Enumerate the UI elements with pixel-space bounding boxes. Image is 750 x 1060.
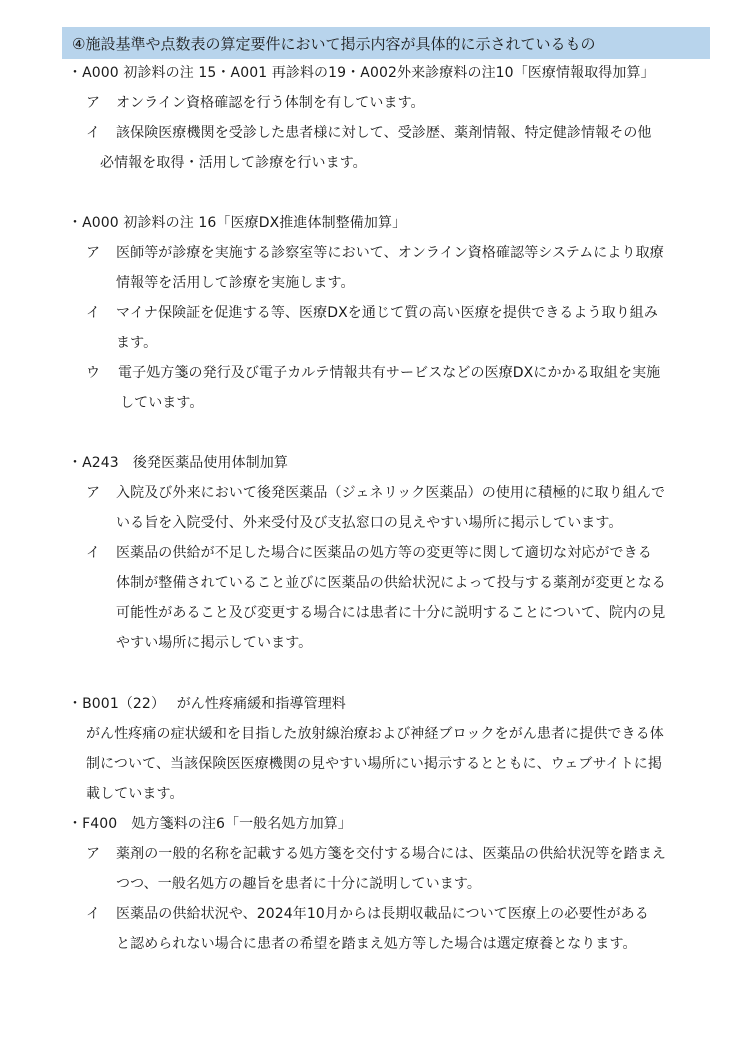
s5-a-mark: ア <box>86 846 100 862</box>
s3-a-mark: ア <box>86 485 100 501</box>
s1-a-line1: オンライン資格確認を行う体制を有しています。 <box>116 95 425 111</box>
s4-para-line3: 載しています。 <box>86 786 184 802</box>
s4-title: ・B001（22） がん性疼痛緩和指導管理料 <box>68 696 346 712</box>
s2-title: ・A000 初診料の注 16「医療DX推進体制整備加算」 <box>68 215 407 231</box>
s3-a-line1: 入院及び外来において後発医薬品（ジェネリック医薬品）の使用に積極的に取り組んで <box>116 485 666 501</box>
s1-i-line1: 該保険医療機関を受診した患者様に対して、受診歴、薬剤情報、特定健診情報その他 <box>116 125 652 141</box>
s3-i-line2: 体制が整備されていること並びに医薬品の供給状況によって投与する薬剤が変更となる <box>116 575 666 591</box>
s3-title: ・A243 後発医薬品使用体制加算 <box>68 455 288 471</box>
s4-para-line1: がん性疼痛の症状緩和を目指した放射線治療および神経ブロックをがん患者に提供できる体 <box>86 726 664 742</box>
section-header-title: ④施設基準や点数表の算定要件において掲示内容が具体的に示されているもの <box>72 35 596 53</box>
s5-title: ・F400 処方箋料の注6「一般名処方加算」 <box>68 816 352 832</box>
s2-a-line1: 医師等が診療を実施する診察室等において、オンライン資格確認等システムにより取療 <box>116 245 664 261</box>
s5-i-line2: と認められない場合に患者の希望を踏まえ処方等した場合は選定療養となります。 <box>116 936 637 952</box>
s1-a-mark: ア <box>86 95 100 111</box>
s2-i-line1: マイナ保険証を促進する等、医療DXを通じて質の高い医療を提供できるよう取り組み <box>116 305 658 321</box>
s1-title: ・A000 初診料の注 15・A001 再診料の19・A002外来診療料の注10「医療情報取得加算」 <box>68 65 655 81</box>
s2-u-line1: 電子処方箋の発行及び電子カルテ情報共有サービスなどの医療DXにかかる取組を実施 <box>118 365 661 381</box>
s5-a-line2: つつ、一般名処方の趣旨を患者に十分に説明しています。 <box>116 876 481 892</box>
s4-para-line2: 制について、当該保険医医療機関の見やすい場所にい掲示するとともに、ウェブサイトに掲 <box>86 756 662 772</box>
s2-a-mark: ア <box>86 245 100 261</box>
s5-i-mark: イ <box>86 906 100 922</box>
s2-i-line2: ます。 <box>116 335 158 351</box>
s3-i-line3: 可能性があること及び変更する場合には患者に十分に説明することについて、院内の見 <box>116 605 666 621</box>
s1-i-mark: イ <box>86 125 100 141</box>
s1-i-line2: 必情報を取得・活用して診療を行います。 <box>100 155 367 171</box>
s2-i-mark: イ <box>86 305 100 321</box>
s5-i-line1: 医薬品の供給状況や、2024年10月からは長期収載品について医療上の必要性がある <box>116 906 649 922</box>
s3-a-line2: いる旨を入院受付、外来受付及び支払窓口の見えやすい場所に掲示しています。 <box>116 515 623 531</box>
s3-i-mark: イ <box>86 545 100 561</box>
s3-i-line4: やすい場所に掲示しています。 <box>116 635 313 651</box>
s2-a-line2: 情報等を活用して診療を実施します。 <box>116 275 355 291</box>
s3-i-line1: 医薬品の供給が不足した場合に医薬品の処方等の変更等に関して適切な対応ができる <box>116 545 652 561</box>
s2-u-line2: しています。 <box>120 395 204 411</box>
s5-a-line1: 薬剤の一般的名称を記載する処方箋を交付する場合には、医薬品の供給状況等を踏まえ <box>116 846 666 862</box>
s2-u-mark: ウ <box>86 365 100 381</box>
